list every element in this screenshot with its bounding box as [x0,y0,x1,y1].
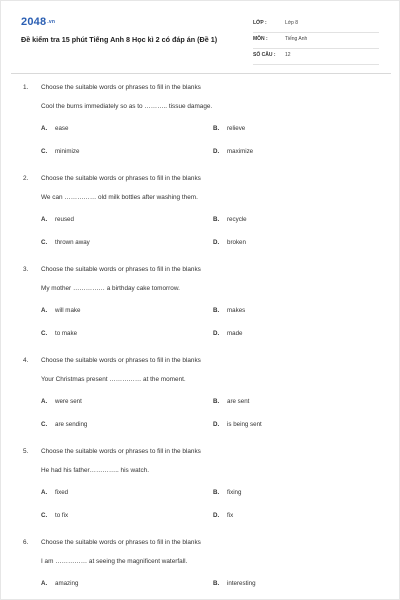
option-letter: D. [213,239,220,246]
option-text: were sent [55,398,82,405]
option-a[interactable] [41,307,80,314]
question-sentence: My mother …………… a birthday cake tomorrow. [41,285,180,292]
question-number: 1. [23,84,29,91]
option-letter: A. [41,307,48,314]
option-text: relieve [227,125,246,132]
option-text: fix [227,512,234,519]
option-letter: B. [213,216,220,223]
logo-text: 2048 [21,16,47,28]
meta-value: 12 [285,52,291,58]
meta-row-subject [253,33,379,49]
option-b[interactable] [213,580,256,587]
option-d[interactable] [213,330,242,337]
option-c[interactable] [41,239,90,246]
question-number: 5. [23,448,29,455]
meta-key: LỚP : [253,20,267,26]
option-d[interactable] [213,239,246,246]
option-letter: A. [41,580,48,587]
question-item [1,352,400,443]
option-a[interactable] [41,580,78,587]
question-list [1,79,400,600]
option-a[interactable] [41,125,68,132]
option-text: broken [227,239,246,246]
option-b[interactable] [213,125,245,132]
option-letter: C. [41,330,48,337]
question-sentence: Cool the burns immediately so as to ……….. tissue damage. [41,103,213,110]
option-letter: D. [213,330,220,337]
option-letter: A. [41,125,48,132]
meta-info [253,17,379,65]
logo-suffix: .vn [47,19,56,25]
option-letter: B. [213,489,220,496]
option-text: are sending [55,421,88,428]
question-number: 4. [23,357,29,364]
option-c[interactable] [41,421,87,428]
option-text: will make [55,307,81,314]
option-letter: C. [41,148,48,155]
option-letter: C. [41,239,48,246]
question-sentence: We can …………… old milk bottles after washing them. [41,194,198,201]
question-sentence: I am …………… at seeing the magnificent waterfall. [41,558,188,565]
option-c[interactable] [41,148,79,155]
option-letter: B. [213,580,220,587]
option-c[interactable] [41,330,77,337]
question-instruction: Choose the suitable words or phrases to fill in the blanks [41,175,201,182]
question-instruction: Choose the suitable words or phrases to fill in the blanks [41,448,201,455]
option-a[interactable] [41,489,68,496]
option-letter: D. [213,421,220,428]
option-d[interactable] [213,512,233,519]
option-letter: D. [213,512,220,519]
question-sentence: Your Christmas present …………… at the moment. [41,376,186,383]
option-text: makes [227,307,246,314]
option-b[interactable] [213,216,247,223]
option-letter: D. [213,148,220,155]
option-letter: A. [41,398,48,405]
question-instruction: Choose the suitable words or phrases to fill in the blanks [41,84,201,91]
option-letter: B. [213,307,220,314]
option-text: interesting [227,580,256,587]
option-text: amazing [55,580,79,587]
question-item [1,170,400,261]
option-text: thrown away [55,239,90,246]
question-sentence: He had his father………….. his watch. [41,467,149,474]
option-text: maximize [227,148,254,155]
meta-value: Tiếng Anh [285,36,308,42]
option-letter: B. [213,125,220,132]
option-b[interactable] [213,398,249,405]
option-letter: B. [213,398,220,405]
meta-key: SỐ CÂU : [253,52,276,58]
option-text: reused [55,216,74,223]
question-item [1,261,400,352]
option-a[interactable] [41,216,74,223]
option-text: to fix [55,512,69,519]
option-text: recycle [227,216,247,223]
question-instruction: Choose the suitable words or phrases to fill in the blanks [41,357,201,364]
option-letter: A. [41,216,48,223]
question-number: 6. [23,539,29,546]
option-text: made [227,330,243,337]
option-text: ease [55,125,69,132]
option-b[interactable] [213,307,245,314]
meta-row-class [253,17,379,33]
option-text: minimize [55,148,80,155]
question-item [1,534,400,600]
meta-row-question-count [253,49,379,65]
option-letter: A. [41,489,48,496]
option-letter: C. [41,421,48,428]
option-text: fixing [227,489,242,496]
option-text: fixed [55,489,69,496]
option-text: is being sent [227,421,262,428]
site-logo[interactable] [21,16,55,28]
option-text: to make [55,330,78,337]
option-d[interactable] [213,148,253,155]
option-text: are sent [227,398,250,405]
option-b[interactable] [213,489,241,496]
meta-value: Lớp 8 [285,20,299,26]
header-divider [11,73,391,74]
option-d[interactable] [213,421,262,428]
question-instruction: Choose the suitable words or phrases to fill in the blanks [41,266,201,273]
question-item [1,79,400,170]
question-instruction: Choose the suitable words or phrases to fill in the blanks [41,539,201,546]
meta-key: MÔN : [253,36,268,42]
question-number: 2. [23,175,29,182]
option-letter: C. [41,512,48,519]
document-header [1,1,400,71]
document-title: Đề kiểm tra 15 phút Tiếng Anh 8 Học kì 2 có đáp án (Đề 1) [21,35,218,44]
question-item [1,443,400,534]
question-number: 3. [23,266,29,273]
option-a[interactable] [41,398,82,405]
option-c[interactable] [41,512,68,519]
